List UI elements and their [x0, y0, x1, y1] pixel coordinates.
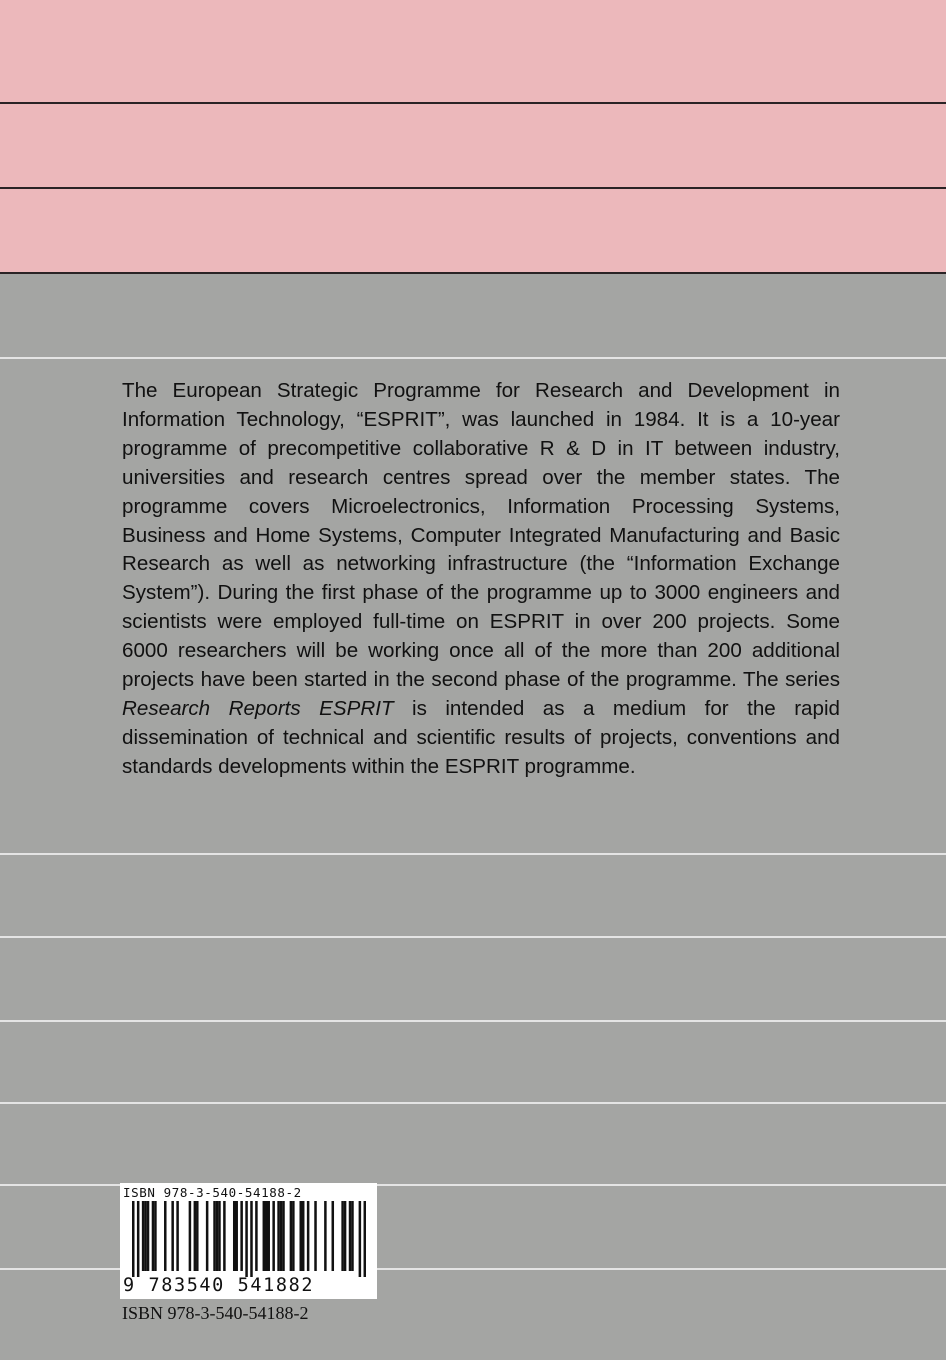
- grey-rule: [0, 936, 946, 938]
- description-text-part: is intended as a medium for the rapid dissemination of technical and scientific results of projects, conventions and standards developments within the ESPRIT programme.: [122, 696, 840, 778]
- barcode-bar: [194, 1201, 197, 1271]
- barcode-bar: [290, 1201, 293, 1271]
- barcode-label: [120, 1183, 377, 1299]
- pink-band-rule: [0, 102, 946, 104]
- barcode-bar: [144, 1201, 147, 1271]
- barcode-bar: [341, 1201, 344, 1271]
- description-paragraph: [122, 377, 840, 782]
- barcode-bar: [332, 1201, 335, 1271]
- pink-header-band: [0, 0, 946, 273]
- barcode-bar: [359, 1201, 362, 1277]
- pink-band-rule: [0, 272, 946, 274]
- barcode-bar: [277, 1201, 280, 1271]
- barcode-bar: [307, 1201, 310, 1271]
- barcode-bar: [324, 1201, 327, 1271]
- barcode-bar: [154, 1201, 157, 1271]
- barcode-bar: [364, 1201, 366, 1277]
- barcode-bar: [280, 1201, 283, 1271]
- description-text-part: The European Strategic Programme for Research and Development in Information Technology, “ESPRIT”, was launched in 1984. It is a 10-year programme of precompetitive collaborative R & D in IT between industry, universities and research centres spread over the member states. The programme covers Microelectronics, Information Processing Systems, Business and Home Systems, Computer Integrated Manufacturing and Basic Research as well as networking infrastructure (the “Information Exchange System”). During the first phase of the programme up to 3000 engineers and scientists were employed full-time on ESPRIT in over 200 projects. Some 6000 researchers will be working once all of the more than 200 additional projects have been started in the second phase of the programme. The series: [122, 379, 840, 692]
- barcode-bar: [302, 1201, 305, 1271]
- barcode-bar: [282, 1201, 285, 1271]
- barcode-bar: [299, 1201, 302, 1271]
- barcode-bar: [132, 1201, 135, 1277]
- barcode-bar: [245, 1201, 248, 1277]
- barcode-bar: [351, 1201, 354, 1271]
- series-title: Research Reports ESPRIT: [122, 696, 394, 720]
- barcode-bar: [349, 1201, 352, 1271]
- barcode-bars: [132, 1201, 366, 1277]
- isbn-number: ISBN 978-3-540-54188-2: [122, 1303, 309, 1323]
- barcode-bar: [137, 1201, 140, 1277]
- barcode-bar: [196, 1201, 199, 1271]
- pink-band-rule: [0, 187, 946, 189]
- barcode-bar: [147, 1201, 150, 1271]
- barcode-bar: [314, 1201, 317, 1271]
- barcode-bar: [189, 1201, 192, 1271]
- barcode-bar: [240, 1201, 243, 1271]
- barcode-bar: [223, 1201, 226, 1271]
- barcode-bar: [206, 1201, 209, 1271]
- barcode-bar: [272, 1201, 275, 1271]
- barcode-isbn-text: ISBN 978-3-540-54188-2: [123, 1185, 302, 1200]
- barcode-bar: [250, 1201, 253, 1277]
- barcode-bar: [152, 1201, 155, 1271]
- barcode-digits: 9 783540 541882: [123, 1275, 315, 1296]
- grey-rule: [0, 853, 946, 855]
- grey-rule: [0, 1102, 946, 1104]
- barcode-bar: [344, 1201, 347, 1271]
- barcode-bar: [216, 1201, 219, 1271]
- barcode-bar: [164, 1201, 167, 1271]
- barcode-bar: [292, 1201, 295, 1271]
- barcode-bar: [267, 1201, 270, 1271]
- barcode-bar: [171, 1201, 174, 1271]
- barcode-bar: [218, 1201, 221, 1271]
- barcode-bar: [263, 1201, 266, 1271]
- barcode-bar: [235, 1201, 238, 1271]
- barcode-bar: [255, 1201, 258, 1271]
- barcode-bar: [233, 1201, 236, 1271]
- grey-rule: [0, 1020, 946, 1022]
- grey-rule: [0, 357, 946, 359]
- barcode-bar: [176, 1201, 179, 1271]
- barcode-bar: [142, 1201, 145, 1271]
- barcode-bar: [265, 1201, 268, 1271]
- barcode-bar: [213, 1201, 216, 1271]
